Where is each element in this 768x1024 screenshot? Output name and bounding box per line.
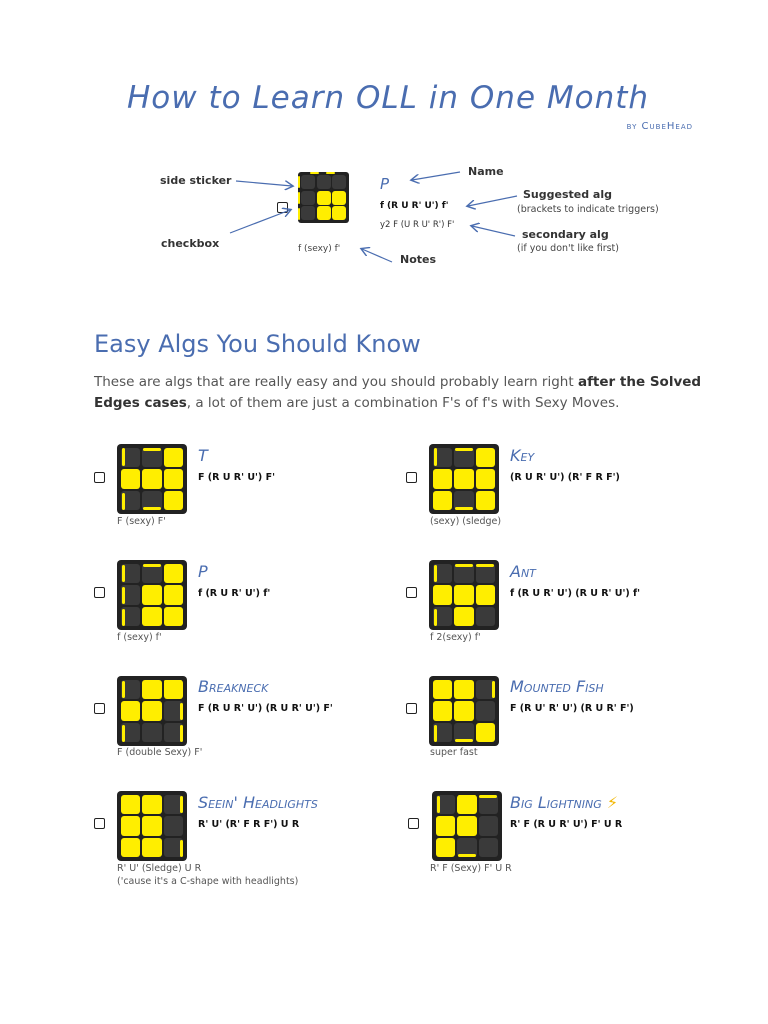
arrow-notes [362,249,392,262]
lightning-icon: ⚡ [606,793,619,812]
arrow-checkbox [230,210,290,233]
legend-secondary-label: secondary alg [522,228,609,241]
section-intro: These are algs that are really easy and you should probably learn right after the Solved Edges cases, a lot of them are just a combination F's of f's with Sexy Moves. [94,374,702,411]
checkbox-p[interactable] [94,587,105,598]
checkbox-big-lightning[interactable] [408,818,419,829]
cube-key [429,444,499,514]
cube-seein-headlights [117,791,187,861]
legend-notes-label: Notes [400,253,437,266]
arrow-suggested [468,196,517,206]
legend-example-name: P [380,175,390,193]
page-title: How to Learn OLL in One Month [126,80,650,116]
alg-main-ant: f (R U R' U') (R U R' U') f' [510,588,641,599]
legend-example-alg: f (R U R' U') f' [380,201,449,211]
cube-t [117,444,187,514]
alg-note-key: (sexy) (sledge) [430,516,502,527]
arrow-name [412,172,460,180]
checkbox-seein-headlights[interactable] [94,818,105,829]
alg-name-ant: Ant [510,562,536,581]
checkbox-ant[interactable] [406,587,417,598]
alg-name-p: P [198,562,208,581]
checkbox-mounted-fish[interactable] [406,703,417,714]
alg-name-seein-headlights: Seein' Headlights [198,793,318,812]
alg-main-seein-headlights: R' U' (R' F R F') U R [198,819,300,830]
legend-checkbox-label: checkbox [161,237,220,250]
alg-main-p: f (R U R' U') f' [198,588,271,599]
cube-big-lightning [432,791,502,861]
alg-note-t: F (sexy) F' [117,516,166,527]
alg-name-big-lightning: Big Lightning ⚡ [510,793,619,812]
section-title: Easy Algs You Should Know [94,330,421,358]
legend-suggested-label: Suggested alg [523,188,612,201]
alg-main-t: F (R U R' U') F' [198,472,275,483]
alg-name-mounted-fish: Mounted Fish [510,677,604,696]
legend-arrows [0,0,768,300]
byline: by CubeHead [626,121,693,132]
alg-note-p: f (sexy) f' [117,632,162,643]
legend-secondary-sub: (if you don't like first) [517,243,619,254]
legend-example-note: f (sexy) f' [298,244,341,254]
alg-name-breakneck: Breakneck [198,677,269,696]
arrow-secondary [472,226,515,236]
checkbox-key[interactable] [406,472,417,483]
alg-note-ant: f 2(sexy) f' [430,632,481,643]
alg-note-mounted-fish: super fast [430,747,478,758]
legend-suggested-sub: (brackets to indicate triggers) [517,204,659,215]
legend-side-sticker-label: side sticker [160,174,232,187]
cube-mounted-fish [429,676,499,746]
alg-name-t: T [198,446,208,465]
alg-note-seein-headlights: R' U' (Sledge) U R ('cause it's a C-shape with headlights) [117,863,299,887]
alg-name-key: Key [510,446,535,465]
alg-main-breakneck: F (R U R' U') (R U R' U') F' [198,703,333,714]
alg-note-breakneck: F (double Sexy) F' [117,747,203,758]
checkbox-breakneck[interactable] [94,703,105,714]
alg-main-big-lightning: R' F (R U R' U') F' U R [510,819,623,830]
alg-main-mounted-fish: F (R U' R' U') (R U R' F') [510,703,634,714]
arrow-side-sticker [236,181,292,186]
alg-main-key: (R U R' U') (R' F R F') [510,472,620,483]
cube-p [117,560,187,630]
alg-note-big-lightning: R' F (Sexy) F' U R [430,863,512,874]
cube-ant [429,560,499,630]
legend-example-alg2: y2 F (U R U' R') F' [380,220,455,230]
checkbox-t[interactable] [94,472,105,483]
legend-name-label: Name [468,165,504,178]
cube-breakneck [117,676,187,746]
